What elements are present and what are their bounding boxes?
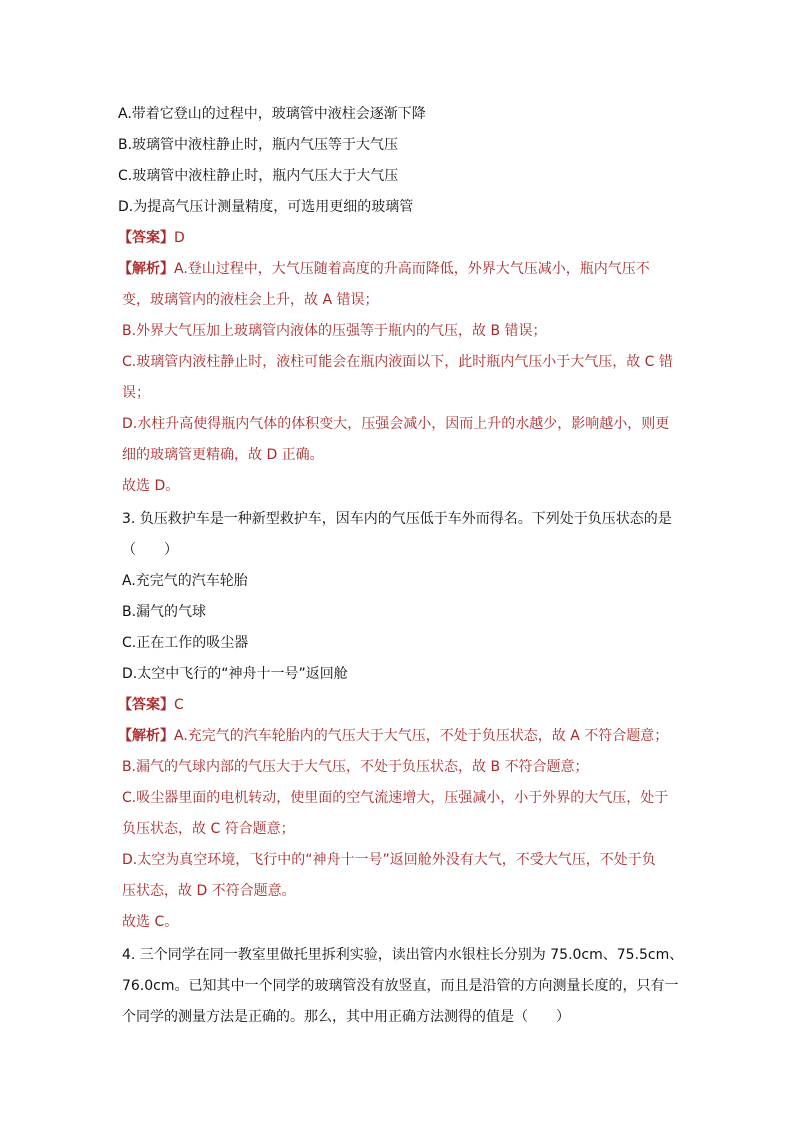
- answer-label: 【答案】: [118, 230, 174, 246]
- q2-option-b: B.玻璃管中液柱静止时，瓶内气压等于大气压: [118, 137, 399, 153]
- q3-stem-blank: （ ）: [122, 542, 178, 558]
- answer-value: D: [174, 230, 185, 246]
- q2-option-c: C.玻璃管中液柱静止时，瓶内气压大于大气压: [118, 168, 399, 184]
- q3-option-b: B.漏气的气球: [122, 604, 207, 620]
- q3-analysis-line: D.太空为真空环境，飞行中的“神舟十一号”返回舱外没有大气，不受大气压，不处于负: [122, 852, 656, 868]
- q3-stem: 3. 负压救护车是一种新型救护车，因车内的气压低于车外而得名。下列处于负压状态的是: [122, 511, 672, 527]
- answer-value: C: [174, 697, 184, 713]
- q3-analysis-line: B.漏气的气球内部的气压大于大气压，不处于负压状态，故 B 不符合题意；: [122, 759, 589, 775]
- q2-analysis-line: [118, 260, 678, 278]
- analysis-text: A.登山过程中，大气压随着高度的升高而降低，外界大气压减小，瓶内气压不: [174, 261, 650, 277]
- analysis-label: 【解析】: [118, 261, 174, 277]
- q2-analysis-line: 误；: [122, 385, 150, 401]
- q3-answer: [118, 696, 678, 714]
- analysis-label: 【解析】: [118, 728, 174, 744]
- q3-analysis-line: C.吸尘器里面的电机转动，使里面的空气流速增大，压强减小，小于外界的大气压，处于: [122, 790, 669, 806]
- q2-analysis-line: B.外界大气压加上玻璃管内液体的压强等于瓶内的气压，故 B 错误；: [122, 323, 547, 339]
- answer-label: 【答案】: [118, 697, 174, 713]
- q3-option-d: D.太空中飞行的“神舟十一号”返回舱: [122, 666, 348, 682]
- q3-analysis-line: 负压状态，故 C 符合题意；: [122, 821, 295, 837]
- q4-stem: 个同学的测量方法是正确的。那么，其中用正确方法测得的值是（ ）: [122, 1009, 570, 1025]
- q2-analysis-line: 细的玻璃管更精确，故 D 正确。: [122, 447, 324, 463]
- q4-stem: 76.0cm。已知其中一个同学的玻璃管没有放竖直，而且是沿管的方向测量长度的，只有一: [122, 978, 679, 994]
- q2-conclusion: 故选 D。: [122, 478, 180, 494]
- q2-answer: [118, 229, 678, 247]
- q4-stem: 4. 三个同学在同一教室里做托里拆利实验，读出管内水银柱长分别为 75.0cm、75.5cm、: [122, 947, 684, 963]
- analysis-text: A.充完气的汽车轮胎内的气压大于大气压，不处于负压状态，故 A 不符合题意；: [174, 728, 669, 744]
- q3-option-a: A.充完气的汽车轮胎: [122, 573, 248, 589]
- q2-analysis-line: 变，玻璃管内的液柱会上升，故 A 错误；: [122, 292, 379, 308]
- q3-conclusion: 故选 C。: [122, 914, 179, 930]
- q2-analysis-line: C.玻璃管内液柱静止时，液柱可能会在瓶内液面以下，此时瓶内气压小于大气压，故 C 错: [122, 354, 673, 370]
- q2-option-d: D.为提高气压计测量精度，可选用更细的玻璃管: [118, 199, 414, 215]
- q2-analysis-line: D.水柱升高使得瓶内气体的体积变大，压强会减小，因而上升的水越少，影响越小，则更: [122, 416, 670, 432]
- q3-analysis-line: 压状态，故 D 不符合题意。: [122, 883, 296, 899]
- q2-option-a: A.带着它登山的过程中，玻璃管中液柱会逐渐下降: [118, 106, 426, 122]
- q3-option-c: C.正在工作的吸尘器: [122, 635, 249, 651]
- q3-analysis-line: [118, 727, 678, 745]
